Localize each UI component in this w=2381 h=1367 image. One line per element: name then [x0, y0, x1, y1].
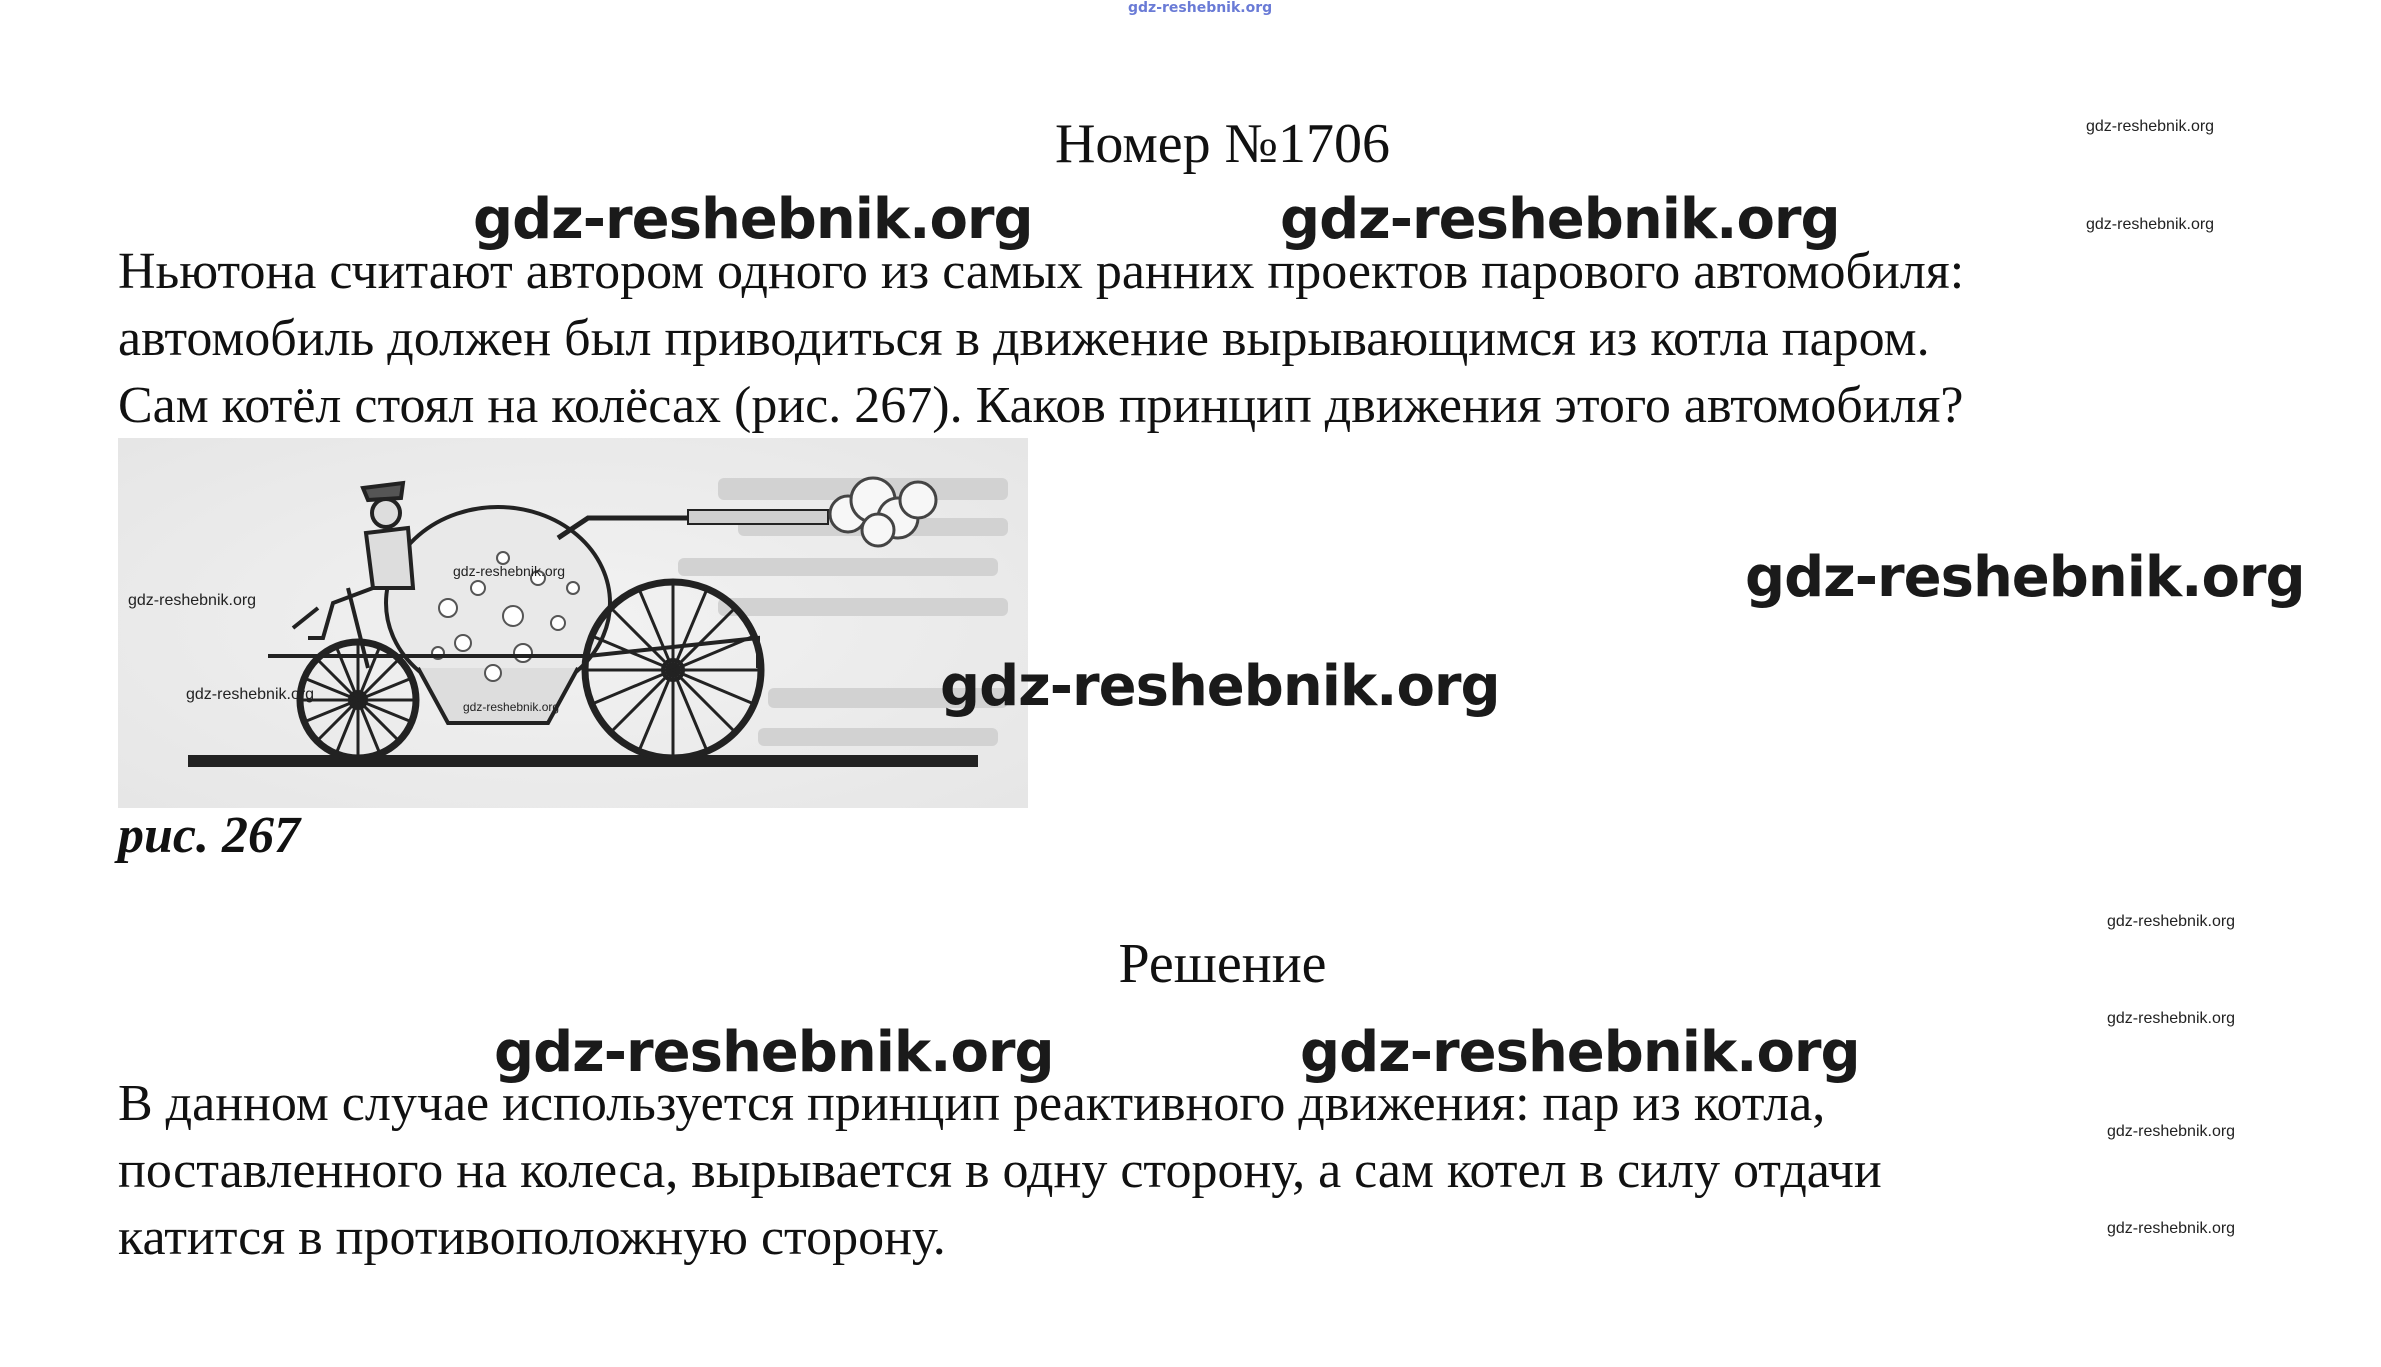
watermark-small: gdz-reshebnik.org: [2107, 1123, 2236, 1140]
figure-watermark: gdz-reshebnik.org: [463, 700, 560, 714]
question-line: автомобиль должен был приводиться в движение вырывающимся из котла паром.: [118, 310, 1930, 367]
figure-watermark: gdz-reshebnik.org: [128, 592, 257, 609]
watermark-small: gdz-reshebnik.org: [2107, 1010, 2236, 1027]
watermark-large: gdz-reshebnik.org: [940, 654, 1500, 719]
answer-line: поставленного на колеса, вырывается в одну сторону, а сам котел в силу отдачи: [118, 1142, 1882, 1199]
answer-line: В данном случае используется принцип реактивного движения: пар из котла,: [118, 1075, 1826, 1132]
ground-line: [188, 755, 978, 767]
question-line: Сам котёл стоял на колёсах (рис. 267). Каков принцип движения этого автомобиля?: [118, 377, 1964, 434]
watermark-large: gdz-reshebnik.org: [473, 187, 1033, 252]
watermark-small: gdz-reshebnik.org: [2086, 118, 2215, 135]
figure-watermark: gdz-reshebnik.org: [186, 686, 315, 703]
figure-watermark: gdz-reshebnik.org: [453, 563, 566, 579]
question-line: Ньютона считают автором одного из самых ранних проектов парового автомобиля:: [118, 243, 1965, 300]
watermark-small: gdz-reshebnik.org: [2086, 216, 2215, 233]
watermark-large: gdz-reshebnik.org: [494, 1020, 1054, 1085]
rear-wheel: [585, 582, 761, 758]
watermark-large: gdz-reshebnik.org: [1745, 545, 2305, 610]
watermark-small: gdz-reshebnik.org: [2107, 913, 2236, 930]
question-paragraph: [118, 238, 2318, 439]
answer-paragraph: [118, 1070, 2318, 1271]
front-wheel: [300, 642, 416, 758]
top-watermark: gdz-reshebnik.org: [1128, 0, 1273, 16]
watermark-large: gdz-reshebnik.org: [1300, 1020, 1860, 1085]
answer-line: катится в противоположную сторону.: [118, 1209, 946, 1266]
steam-carriage-illustration: [118, 438, 1028, 808]
solution-heading: Решение: [1118, 933, 1327, 995]
watermark-small: gdz-reshebnik.org: [2107, 1220, 2236, 1237]
page-title: Номер №1706: [1054, 113, 1391, 175]
watermark-large: gdz-reshebnik.org: [1280, 187, 1840, 252]
steam-carriage-figure: [118, 438, 1028, 808]
figure-caption: рис. 267: [118, 807, 300, 864]
